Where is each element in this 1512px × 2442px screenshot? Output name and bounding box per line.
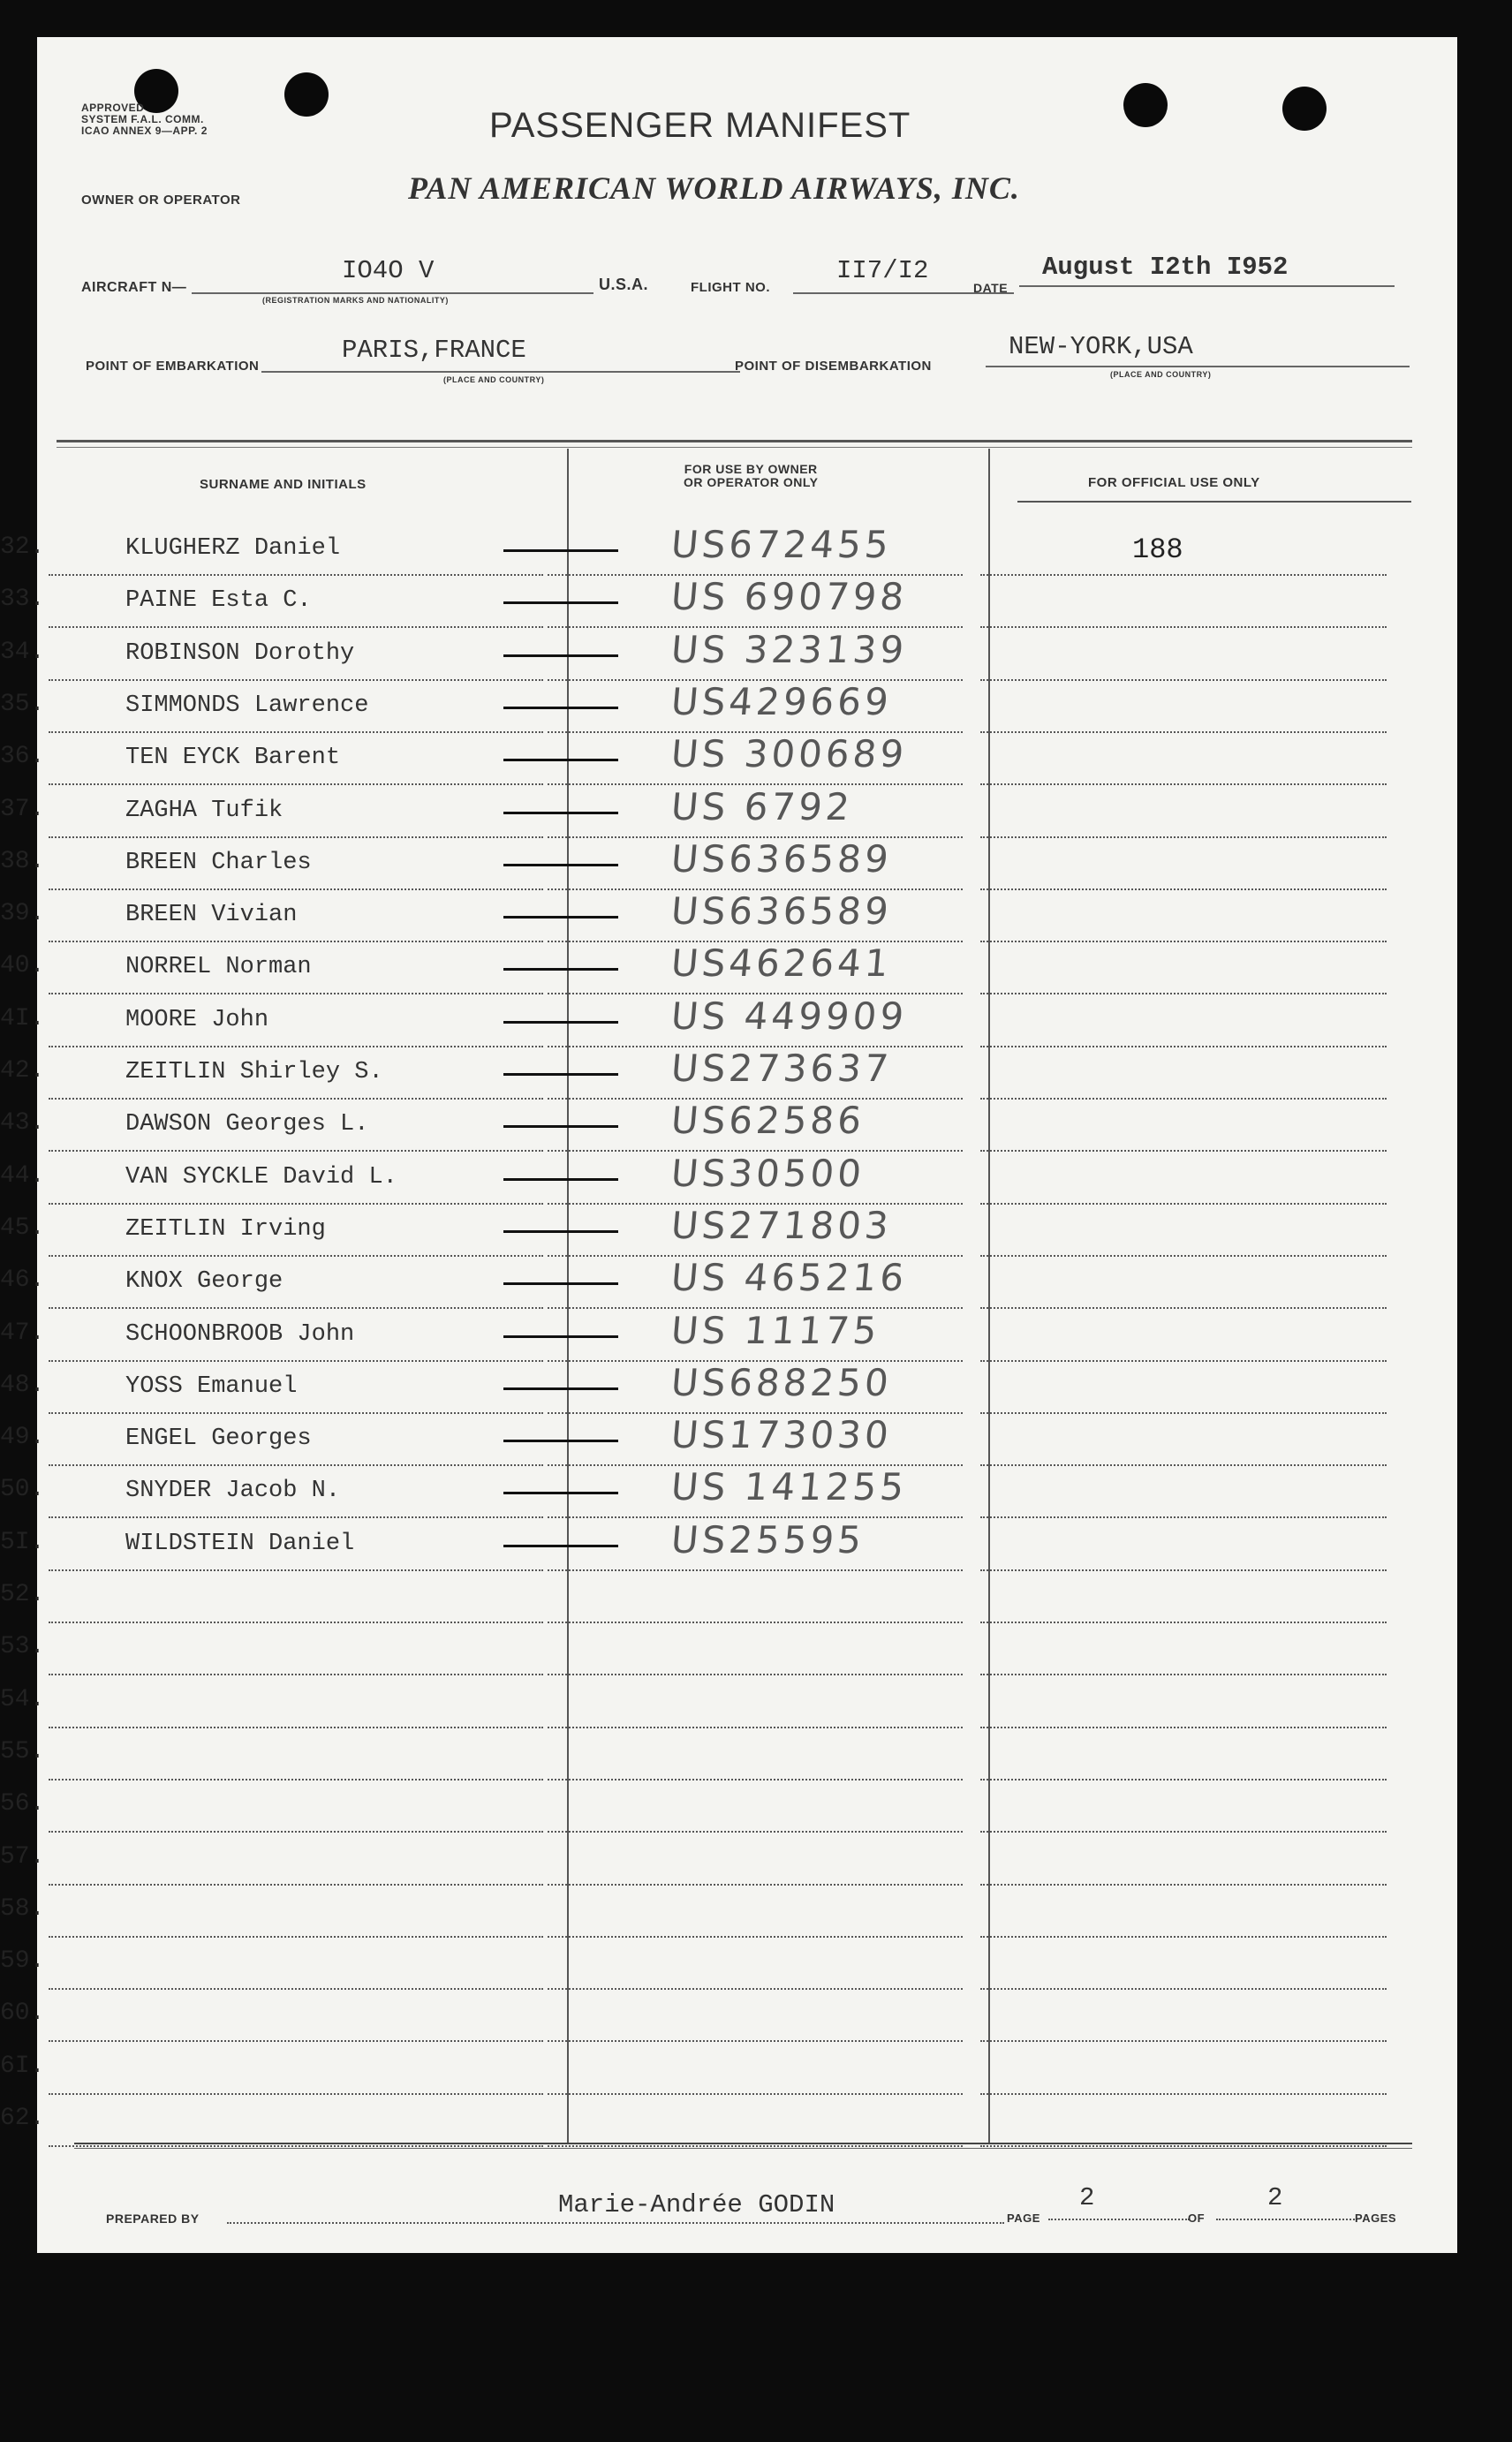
table-row	[0, 837, 1402, 890]
passenger-name: KLUGHERZ Daniel	[125, 535, 341, 562]
table-row	[0, 889, 1402, 942]
passenger-name: SCHOONBROOB John	[125, 1320, 355, 1348]
of-value: 2	[1267, 2183, 1283, 2212]
table-row	[0, 1152, 1402, 1205]
punch-hole-4	[1282, 87, 1327, 131]
table-row	[0, 994, 1402, 1047]
passenger-name: YOSS Emanuel	[125, 1372, 298, 1400]
date-value: August I2th I952	[1042, 253, 1289, 282]
row-number: 56.	[0, 1790, 45, 1818]
passenger-name: BREEN Charles	[125, 849, 312, 876]
tick-mark	[503, 759, 618, 761]
tick-mark	[503, 601, 618, 604]
passport-number: US 690798	[669, 575, 910, 619]
table-row	[0, 732, 1402, 785]
row-number: 42.	[0, 1057, 45, 1085]
passenger-name: SIMMONDS Lawrence	[125, 692, 369, 719]
disembark-value: NEW-YORK,USA	[1009, 332, 1193, 361]
official-use-header: FOR OFFICIAL USE ONLY	[1088, 475, 1260, 490]
tick-mark	[503, 812, 618, 814]
passenger-name: ROBINSON Dorothy	[125, 639, 355, 667]
passport-number: US271803	[669, 1203, 894, 1247]
row-number: 59.	[0, 1947, 45, 1976]
row-number: 49.	[0, 1424, 45, 1452]
embark-label: POINT OF EMBARKATION	[86, 359, 260, 374]
approval-note: APPROVED SYSTEM F.A.L. COMM. ICAO ANNEX 9—APP. 2	[81, 102, 208, 137]
table-row	[0, 1780, 1402, 1833]
tick-mark	[503, 707, 618, 709]
tick-mark	[503, 916, 618, 919]
table-row	[0, 1465, 1402, 1518]
passport-number: US688250	[669, 1360, 894, 1404]
row-number: 46.	[0, 1266, 45, 1295]
tick-mark	[503, 1440, 618, 1442]
passport-number: US273637	[669, 1047, 894, 1090]
tick-mark	[503, 1021, 618, 1024]
passenger-name: ZAGHA Tufik	[125, 797, 284, 824]
row-number: 35.	[0, 690, 45, 718]
tick-mark	[503, 1282, 618, 1285]
row-number: 6I.	[0, 2052, 45, 2080]
table-row	[0, 1099, 1402, 1152]
usa-label: U.S.A.	[599, 276, 649, 293]
of-label: OF	[1188, 2211, 1206, 2225]
row-number: 33.	[0, 586, 45, 614]
table-row	[0, 785, 1402, 838]
passenger-name: VAN SYCKLE David L.	[125, 1163, 397, 1191]
passport-number: US636589	[669, 836, 894, 881]
row-number: 50.	[0, 1476, 45, 1504]
passenger-name: MOORE John	[125, 1006, 269, 1033]
owner-use-header: FOR USE BY OWNER OR OPERATOR ONLY	[684, 462, 819, 489]
passenger-name: ENGEL Georges	[125, 1425, 312, 1453]
table-row	[0, 1570, 1402, 1623]
passenger-name: NORREL Norman	[125, 954, 312, 981]
owner-label: OWNER OR OPERATOR	[81, 193, 241, 208]
table-row	[0, 1833, 1402, 1886]
row-number: 36.	[0, 743, 45, 771]
date-label: DATE	[973, 281, 1009, 295]
passport-number: US636589	[669, 889, 894, 934]
table-row	[0, 1413, 1402, 1466]
tick-mark	[503, 864, 618, 866]
row-number: 44.	[0, 1161, 45, 1190]
passport-number: US462641	[669, 941, 894, 986]
row-number: 5I.	[0, 1528, 45, 1556]
table-row	[0, 1989, 1402, 2042]
passenger-name: WILDSTEIN Daniel	[125, 1530, 355, 1557]
passport-number: US672455	[669, 523, 894, 566]
tick-mark	[503, 1545, 618, 1547]
row-number: 55.	[0, 1737, 45, 1765]
embark-place-caption: (PLACE AND COUNTRY)	[443, 375, 545, 384]
row-number: 38.	[0, 847, 45, 875]
prepared-label: PREPARED BY	[106, 2211, 200, 2226]
table-row	[0, 1937, 1402, 1990]
passport-number: US 11175	[669, 1308, 882, 1352]
table-row	[0, 941, 1402, 994]
table-row	[0, 523, 1402, 576]
table-row	[0, 1361, 1402, 1414]
passport-number: US 323139	[669, 627, 910, 671]
passenger-name: SNYDER Jacob N.	[125, 1478, 341, 1505]
row-number: 43.	[0, 1109, 45, 1138]
row-number: 45.	[0, 1213, 45, 1242]
embark-value: PARIS,FRANCE	[342, 336, 526, 365]
tick-mark	[503, 1178, 618, 1181]
operator-name: PAN AMERICAN WORLD AIRWAYS, INC.	[408, 170, 1020, 206]
passenger-name: ZEITLIN Shirley S.	[125, 1059, 383, 1085]
disembark-place-caption: (PLACE AND COUNTRY)	[1110, 370, 1212, 379]
table-row	[0, 1204, 1402, 1257]
table-row	[0, 1885, 1402, 1938]
passport-number: US 465216	[669, 1256, 910, 1300]
row-number: 34.	[0, 638, 45, 666]
flight-label: FLIGHT NO.	[691, 280, 770, 295]
tick-mark	[503, 968, 618, 971]
punch-hole-3	[1123, 83, 1168, 127]
table-row	[0, 680, 1402, 733]
pages-label: PAGES	[1355, 2211, 1397, 2225]
row-number: 39.	[0, 900, 45, 928]
table-row	[0, 2094, 1402, 2147]
row-number: 57.	[0, 1842, 45, 1871]
passport-number: US 141255	[669, 1465, 910, 1509]
row-number: 54.	[0, 1685, 45, 1713]
row-number: 40.	[0, 952, 45, 980]
row-number: 58.	[0, 1894, 45, 1923]
table-row	[0, 1518, 1402, 1571]
passenger-name: DAWSON Georges L.	[125, 1111, 369, 1138]
page-label: PAGE	[1007, 2211, 1040, 2225]
aircraft-label: AIRCRAFT N—	[81, 280, 187, 295]
passport-number: US25595	[669, 1517, 867, 1561]
passport-number: US30500	[669, 1151, 867, 1195]
passport-number: US 300689	[669, 732, 910, 776]
flight-value: II7/I2	[836, 256, 929, 285]
row-number: 62.	[0, 2105, 45, 2132]
registration-caption: (REGISTRATION MARKS AND NATIONALITY)	[262, 296, 449, 305]
passenger-name: ZEITLIN Irving	[125, 1215, 326, 1243]
official-use-value: 188	[1132, 533, 1183, 566]
row-number: 4I.	[0, 1004, 45, 1032]
row-number: 47.	[0, 1319, 45, 1347]
aircraft-value: IO4O V	[342, 256, 435, 285]
passport-number: US 449909	[669, 994, 910, 1038]
table-row	[0, 1256, 1402, 1309]
disembark-label: POINT OF DISEMBARKATION	[735, 359, 932, 374]
passenger-name: KNOX George	[125, 1268, 284, 1296]
table-row	[0, 1728, 1402, 1780]
passenger-name: PAINE Esta C.	[125, 587, 312, 615]
tick-mark	[503, 1387, 618, 1390]
surname-header: SURNAME AND INITIALS	[200, 477, 367, 492]
row-number: 48.	[0, 1371, 45, 1399]
page-title: PASSENGER MANIFEST	[489, 106, 911, 145]
tick-mark	[503, 654, 618, 657]
row-number: 60.	[0, 2000, 45, 2028]
manifest-sheet	[0, 37, 1457, 2253]
passport-number: US62586	[669, 1099, 867, 1143]
tick-mark	[503, 549, 618, 552]
table-row	[0, 575, 1402, 628]
tick-mark	[503, 1125, 618, 1128]
passenger-name: BREEN Vivian	[125, 902, 298, 929]
passport-number: US 6792	[669, 784, 855, 828]
passport-number: US429669	[669, 679, 894, 723]
table-row	[0, 2042, 1402, 2095]
passport-number: US173030	[669, 1413, 894, 1457]
tick-mark	[503, 1492, 618, 1494]
passenger-name: TEN EYCK Barent	[125, 745, 341, 772]
row-number: 52.	[0, 1581, 45, 1608]
table-row	[0, 628, 1402, 681]
row-number: 53.	[0, 1633, 45, 1661]
table-row	[0, 1622, 1402, 1675]
tick-mark	[503, 1335, 618, 1338]
punch-hole-2	[284, 72, 329, 117]
tick-mark	[503, 1073, 618, 1076]
table-row	[0, 1047, 1402, 1100]
page-value: 2	[1079, 2183, 1095, 2212]
table-row	[0, 1309, 1402, 1362]
row-number: 32.	[0, 533, 45, 561]
row-number: 37.	[0, 795, 45, 823]
tick-mark	[503, 1230, 618, 1233]
prepared-value: Marie-Andrée GODIN	[558, 2190, 835, 2219]
table-row	[0, 1675, 1402, 1728]
